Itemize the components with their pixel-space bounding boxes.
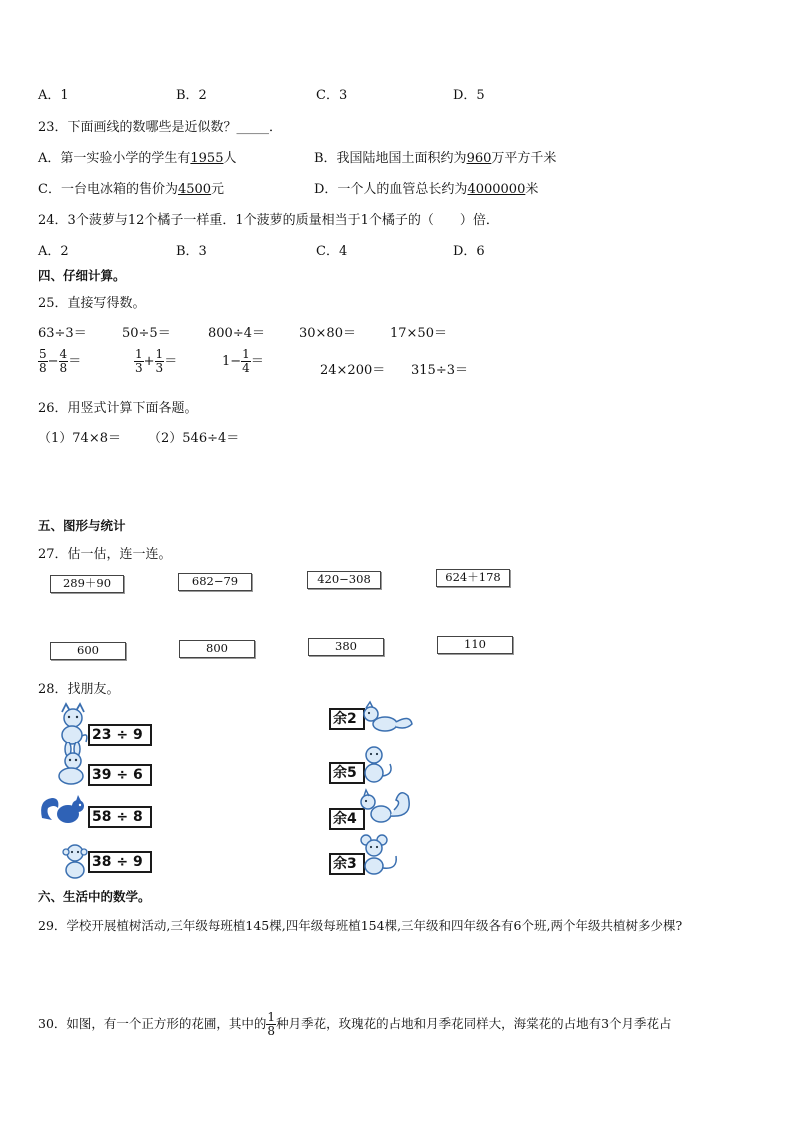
squirrel-icon [38, 794, 90, 828]
q23-option-a [38, 147, 237, 166]
q24-option-b: B．3 [176, 244, 207, 259]
q27-bottom-card-2: 800 [179, 640, 255, 658]
fraction-numerator: 1 [135, 347, 143, 361]
q25-fraction-1 [38, 348, 81, 375]
fraction-denominator: 8 [59, 361, 68, 375]
equals: ＝ [164, 354, 178, 369]
q27-bottom-card-3: 380 [308, 638, 384, 656]
q27-stem: 27．估一估，连一连。 [38, 547, 172, 562]
q22-option-c: C．3 [316, 88, 348, 103]
section-4-heading: 四、仔细计算。 [38, 268, 126, 283]
fraction-numerator: 5 [39, 347, 47, 361]
q26-item-1: （1）74×8＝ [38, 431, 121, 446]
q27-top-card-4: 624＋178 [436, 569, 510, 587]
q23-c-number: 4500 [177, 182, 212, 197]
q26-stem: 26．用竖式计算下面各题。 [38, 401, 198, 416]
q23-c-unit: 元 [211, 182, 225, 197]
q22-option-b: B．2 [176, 88, 207, 103]
squirrel-icon [356, 788, 414, 828]
q22-option-d: D．5 [453, 88, 485, 103]
q27-top-card-3: 420−308 [307, 571, 381, 589]
section-6-heading: 六、生活中的数学。 [38, 889, 151, 904]
q30-text-end: 种月季花，玫瑰花的占地和月季花同样大，海棠花的占地有3个月季花占 [276, 1016, 672, 1031]
q25-item-2: 50÷5＝ [122, 326, 171, 341]
q23-a-number: 1955 [190, 151, 224, 166]
q25-fraction-2 [134, 348, 177, 375]
q28-left-card-1: 23 ÷ 9 [88, 724, 152, 746]
q28-stem: 28．找朋友。 [38, 682, 120, 697]
mouse-icon [358, 832, 402, 876]
fraction-numerator: 1 [242, 347, 250, 361]
q28-right-card-1: 余2 [329, 708, 365, 730]
q27-top-card-1: 289＋90 [50, 575, 124, 593]
q28-left-card-3: 58 ÷ 8 [88, 806, 152, 828]
q23-b-text: B．我国陆地国土面积约为 [314, 151, 467, 166]
q23-option-b [314, 147, 556, 166]
q23-stem-text: 23．下面画线的数哪些是近似数？ [38, 120, 237, 135]
fox-icon [358, 700, 414, 736]
q24-option-c: C．4 [316, 244, 348, 259]
section-5-heading: 五、图形与统计 [38, 518, 126, 533]
fraction-denominator: 4 [242, 361, 250, 375]
equals: ＝ [250, 354, 264, 369]
q22-option-a: A．1 [38, 88, 69, 103]
q23-stem [38, 116, 282, 135]
q23-d-number: 4000000 [467, 182, 526, 197]
fraction-denominator: 8 [267, 1024, 276, 1038]
q24-stem: 24．3个菠萝与12个橘子一样重．1个菠萝的质量相当于1个橘子的（ ）倍． [38, 213, 499, 228]
q27-bottom-card-4: 110 [437, 636, 513, 654]
q25-item-1: 63÷3＝ [38, 326, 87, 341]
q25-item-4: 30×80＝ [299, 326, 356, 341]
q23-d-text: D．一个人的血管总长约为 [314, 182, 468, 197]
q23-option-c [38, 178, 224, 197]
q25-stem: 25．直接写得数。 [38, 296, 146, 311]
q27-bottom-card-1: 600 [50, 642, 126, 660]
q23-c-text: C．一台电冰箱的售价为 [38, 182, 178, 197]
q29-text: 29．学校开展植树活动,三年级每班植145棵,四年级每班植154棵,三年级和四年级各有6个班,两个年级共植树多少棵? [38, 918, 683, 933]
q23-d-unit: 米 [525, 182, 539, 197]
q25-item-9: 24×200＝ [320, 363, 386, 378]
minuend: 1− [222, 354, 242, 369]
fraction-denominator: 8 [39, 361, 47, 375]
q23-b-unit: 万平方千米 [491, 151, 557, 166]
q30-text-start: 30．如图，有一个正方形的花圃，其中的 [38, 1016, 267, 1031]
equals: ＝ [68, 354, 82, 369]
fraction-numerator: 1 [155, 347, 164, 361]
monkey-icon [358, 744, 398, 786]
fraction-denominator: 3 [155, 361, 164, 375]
q26-item-2: （2）546÷4＝ [148, 431, 240, 446]
q24-option-a: A．2 [38, 244, 69, 259]
q23-blank: _____ [236, 120, 270, 135]
q23-b-number: 960 [466, 151, 492, 166]
operator: − [47, 354, 59, 369]
q23-a-text: A．第一实验小学的学生有 [38, 151, 191, 166]
q23-option-d [314, 178, 538, 197]
q23-a-unit: 人 [223, 151, 237, 166]
q23-end: ． [269, 120, 283, 135]
q25-item-5: 17×50＝ [390, 326, 447, 341]
q25-item-3: 800÷4＝ [208, 326, 265, 341]
rabbit-icon [56, 742, 90, 786]
q28-left-card-4: 38 ÷ 9 [88, 851, 152, 873]
q27-top-card-2: 682−79 [178, 573, 252, 591]
q25-fraction-3 [222, 348, 264, 375]
q28-left-card-2: 39 ÷ 6 [88, 764, 152, 786]
q25-item-10: 315÷3＝ [411, 363, 468, 378]
q28-right-card-2: 余5 [329, 762, 365, 784]
fraction-numerator: 1 [267, 1010, 276, 1024]
operator: + [143, 354, 155, 369]
cat-icon [56, 702, 90, 746]
q28-right-card-4: 余3 [329, 853, 365, 875]
q28-right-card-3: 余4 [329, 808, 365, 830]
fraction-denominator: 3 [135, 361, 143, 375]
q24-option-d: D．6 [453, 244, 485, 259]
fraction-numerator: 4 [59, 347, 68, 361]
q30-text [38, 1011, 672, 1038]
